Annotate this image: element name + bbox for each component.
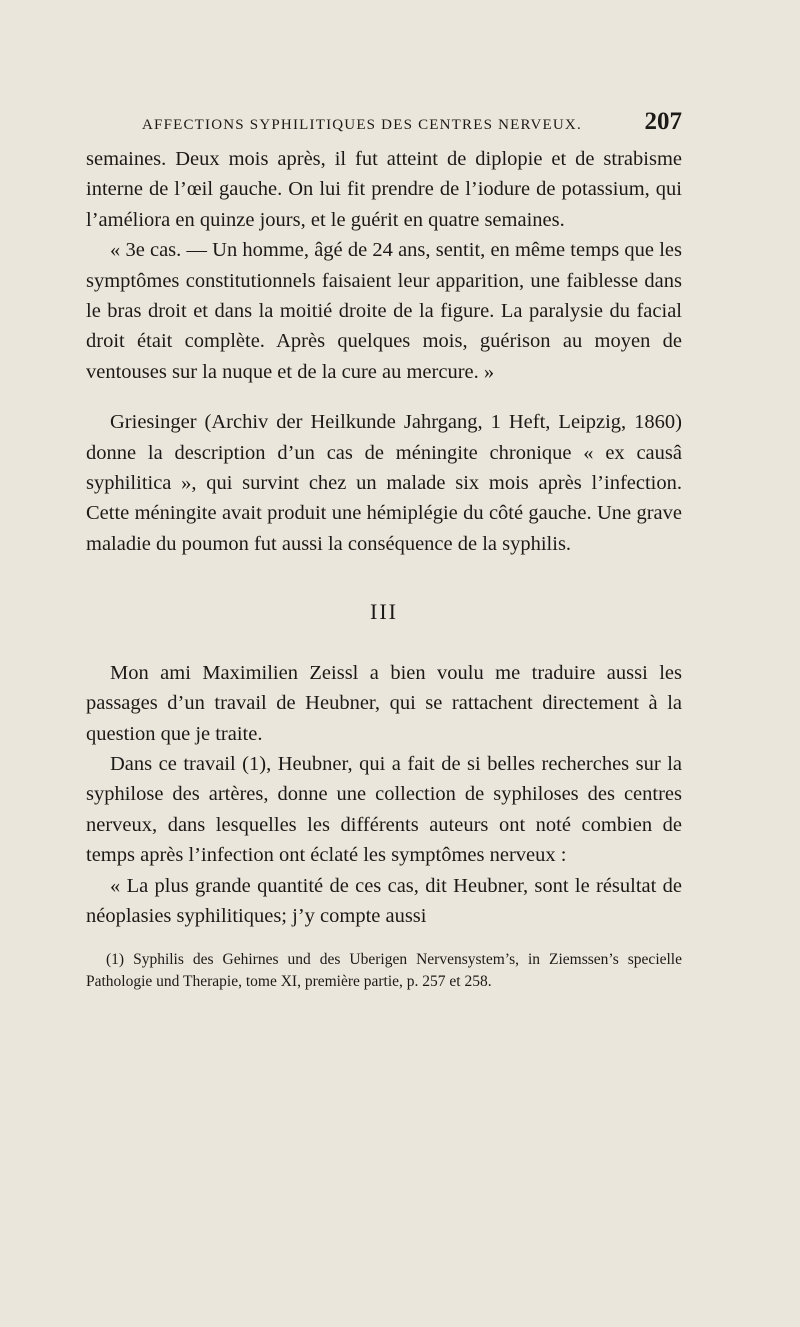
footnote-1: (1) Syphilis des Gehirnes und des Uberigen Nervensystem’s, in Ziemssen’s specielle Pathologie und Therapie, tome XI, première partie, p. 257 et 258. (86, 951, 682, 990)
footnotes (86, 949, 682, 992)
paragraph-zeissl: Mon ami Maximilien Zeissl a bien voulu me traduire aussi les passages d’un travail de Heubner, qui se rattachent directement à la question que je traite. (86, 661, 682, 745)
book-page (86, 108, 682, 992)
paragraph-quote: « La plus grande quantité de ces cas, dit Heubner, sont le résultat de néoplasies syphilitiques; j’y compte aussi (86, 874, 682, 927)
paragraph-continuation: semaines. Deux mois après, il fut atteint de diplopie et de strabisme interne de l’œil gauche. On lui fit prendre de l’iodure de potassium, qui l’améliora en quinze jours, et le guérit en quatre semaines. (86, 148, 682, 231)
page-number: 207 (644, 108, 682, 135)
section-heading: III (370, 599, 398, 625)
paragraph-case-3: « 3e cas. — Un homme, âgé de 24 ans, sentit, en même temps que les symptômes constitutionnels faisaient leur apparition, une faiblesse dans le bras droit et dans la moitié droite de la figure. La paralysie du facial droit était complète. Après quelques mois, guérison au moyen de ventouses sur la nuque et de la cure au mercure. » (86, 239, 682, 383)
body-text (86, 144, 682, 931)
paragraph-heubner: Dans ce travail (1), Heubner, qui a fait de si belles recherches sur la syphilose des artères, donne une collection de syphiloses des centres nerveux, dans lesquelles les différents auteurs ont noté combien de temps après l’infection ont éclaté les symptômes nerveux : (86, 752, 682, 867)
running-header (86, 108, 682, 138)
running-title: AFFECTIONS SYPHILITIQUES DES CENTRES NERVEUX. (142, 117, 582, 133)
paragraph-griesinger: Griesinger (Archiv der Heilkunde Jahrgang, 1 Heft, Leipzig, 1860) donne la description d’un cas de méningite chronique « ex causâ syphilitica », qui survint chez un malade six mois après l’infection. Cette méningite avait produit une hémiplégie du côté gauche. Une grave maladie du poumon fut aussi la conséquence de la syphilis. (86, 411, 682, 555)
